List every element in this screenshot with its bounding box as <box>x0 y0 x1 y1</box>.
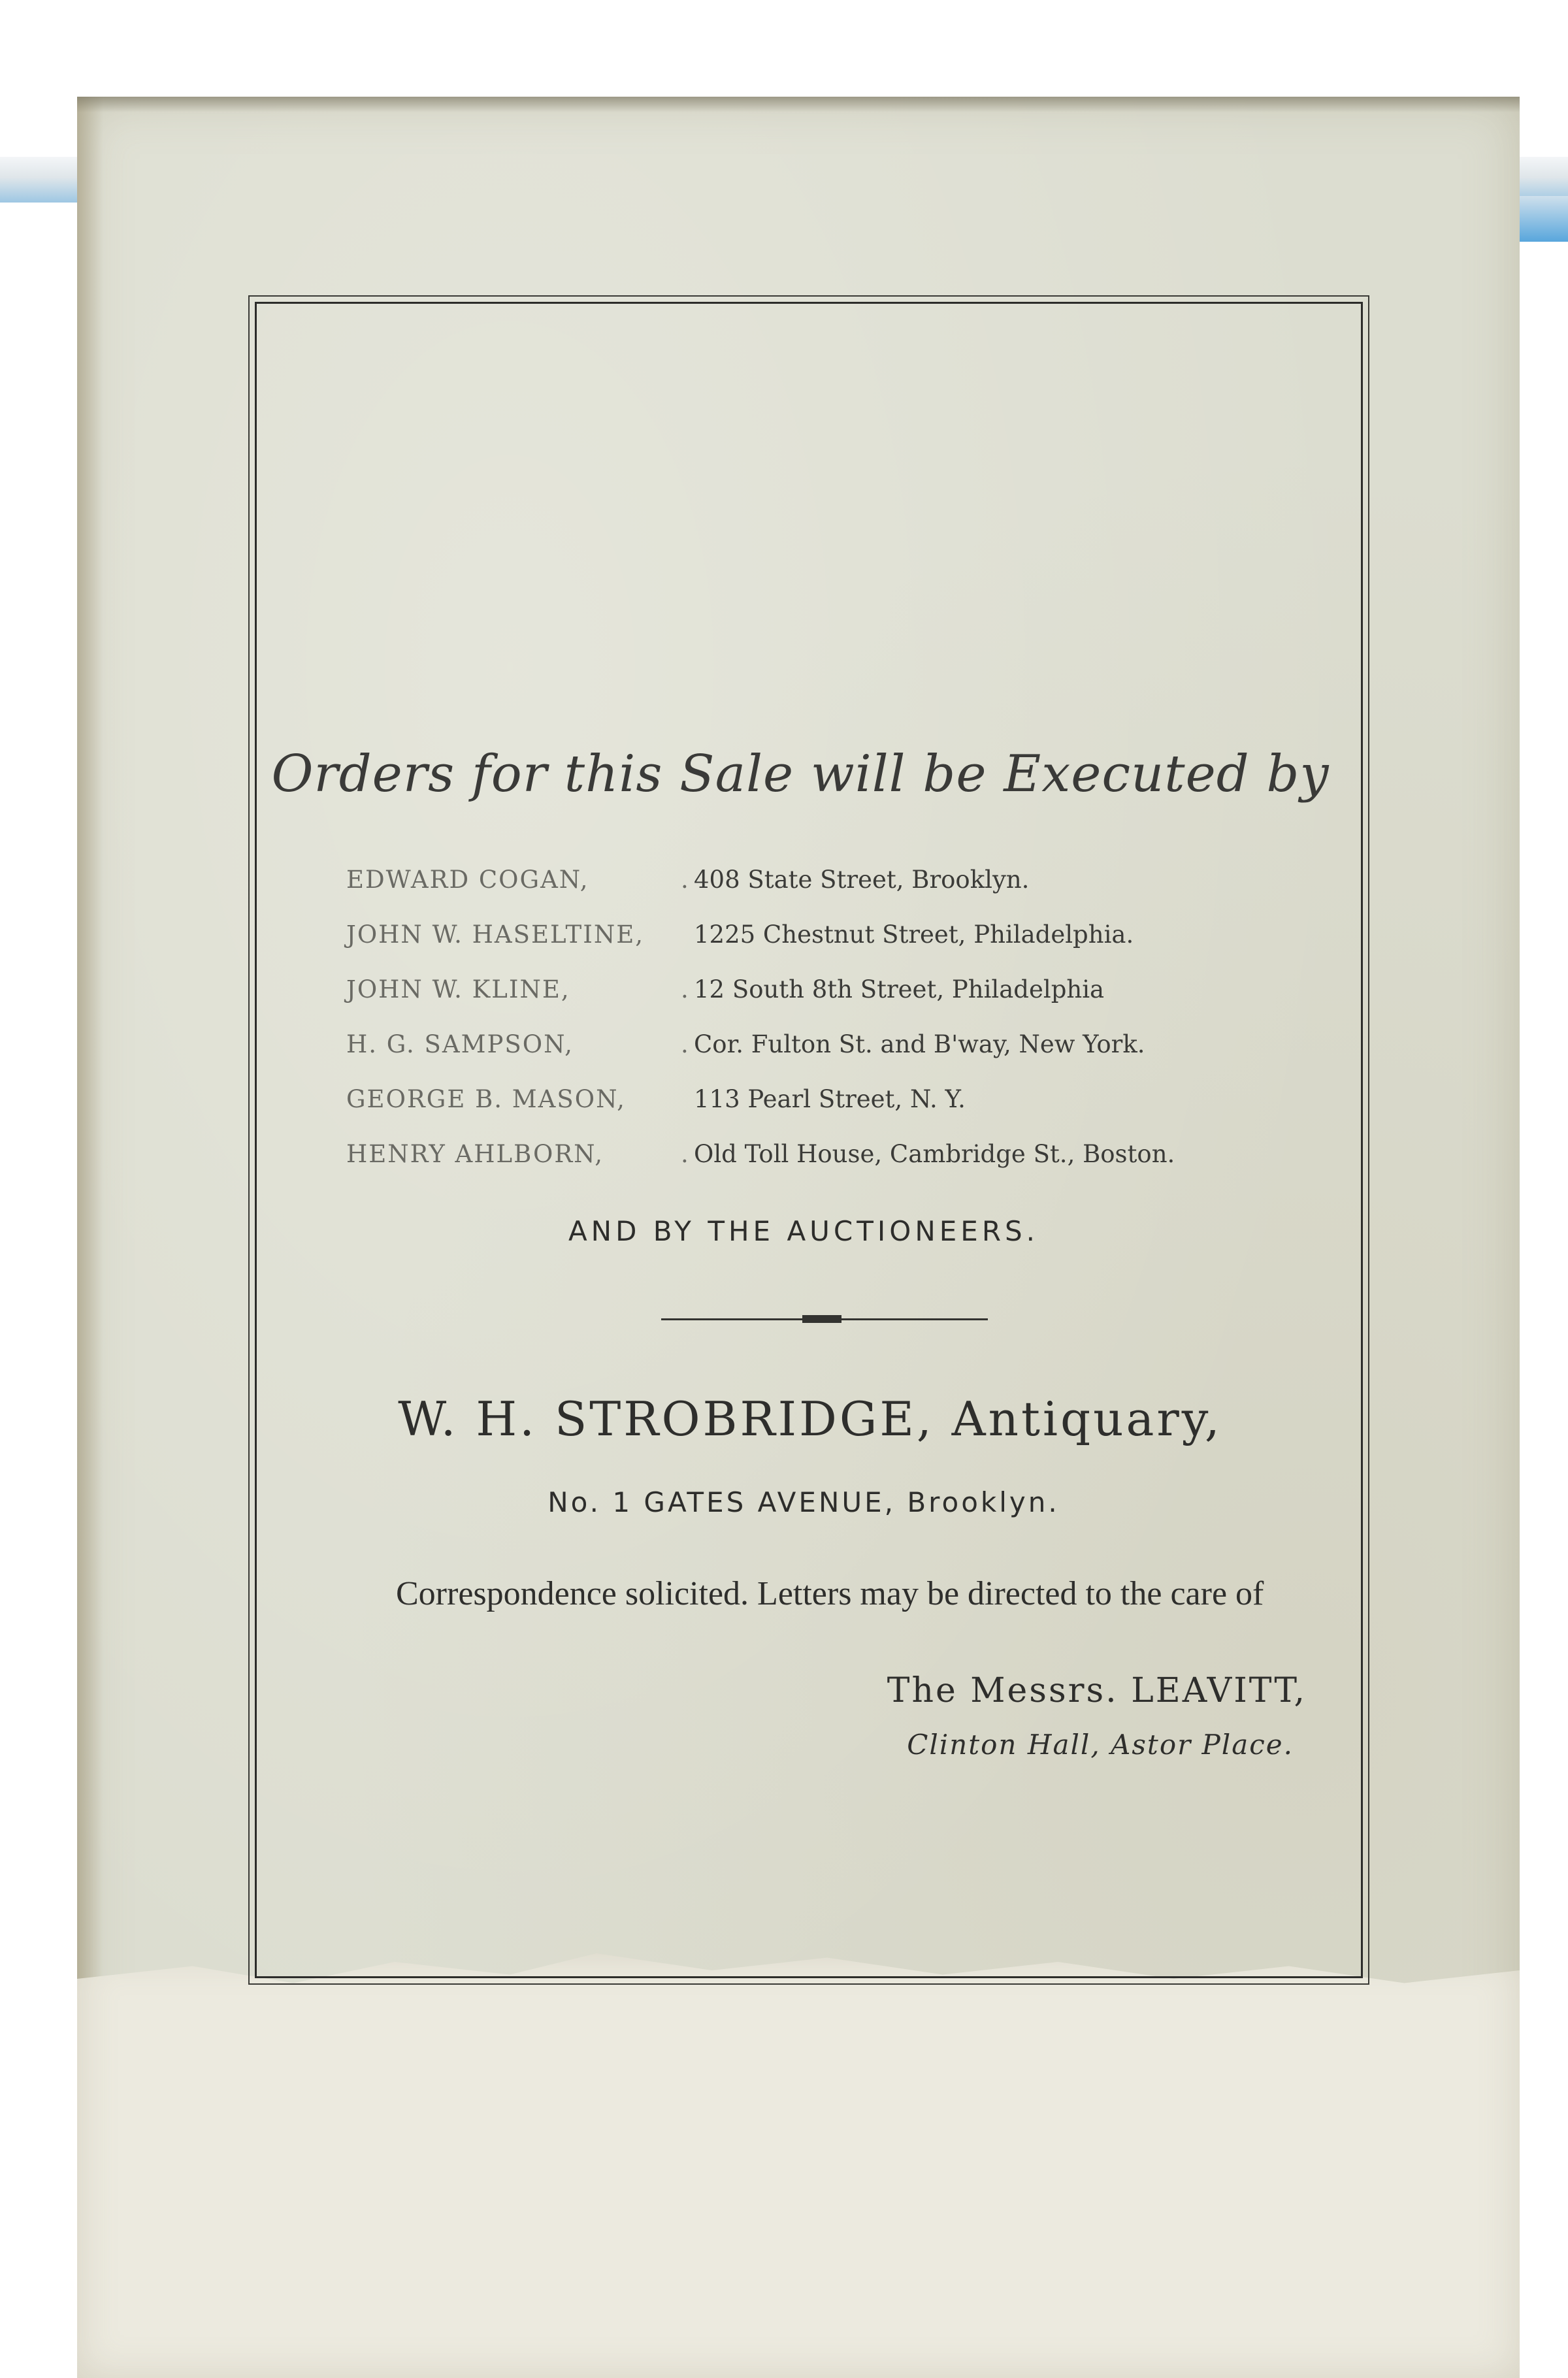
agent-name: GEORGE B. MASON, <box>346 1085 626 1113</box>
agent-row <box>346 866 1307 920</box>
agent-address: 408 State Street, Brooklyn. <box>694 866 1030 894</box>
agent-row <box>346 975 1307 1030</box>
agent-name: JOHN W. KLINE, <box>346 975 570 1003</box>
agent-separator: . <box>681 866 689 894</box>
page-top-edge <box>77 97 1520 112</box>
agent-name: HENRY AHLBORN, <box>346 1140 604 1168</box>
agent-separator: . <box>681 975 689 1003</box>
agent-list <box>346 866 1307 1195</box>
agent-name: H. G. SAMPSON, <box>346 1030 574 1058</box>
agent-row <box>346 1030 1307 1085</box>
agent-separator: . <box>681 1030 689 1058</box>
care-of-place: Clinton Hall, Astor Place. <box>907 1729 1294 1761</box>
agent-name: EDWARD COGAN, <box>346 866 589 894</box>
agent-row <box>346 1140 1307 1195</box>
agent-row <box>346 1085 1307 1140</box>
divider-ornament <box>802 1315 841 1323</box>
torn-lower-strip <box>77 1953 1520 2378</box>
agent-name: JOHN W. HASELTINE, <box>346 920 644 949</box>
correspondence-note: Correspondence solicited. Letters may be directed to the care of <box>396 1575 1264 1612</box>
firm-name: W. H. STROBRIDGE, Antiquary, <box>398 1392 1222 1446</box>
care-of-name: The Messrs. LEAVITT, <box>887 1671 1307 1710</box>
agent-address: Old Toll House, Cambridge St., Boston. <box>694 1140 1175 1168</box>
agent-address: Cor. Fulton St. and B'way, New York. <box>694 1030 1145 1058</box>
agent-address: 113 Pearl Street, N. Y. <box>694 1085 966 1113</box>
agent-address: 1225 Chestnut Street, Philadelphia. <box>694 920 1134 949</box>
agent-address: 12 South 8th Street, Philadelphia <box>694 975 1105 1003</box>
auctioneers-line: AND BY THE AUCTIONEERS. <box>568 1215 1039 1247</box>
agent-separator: . <box>681 1140 689 1168</box>
firm-address: No. 1 GATES AVENUE, Brooklyn. <box>547 1486 1060 1518</box>
page-heading: Orders for this Sale will be Executed by <box>271 745 1330 804</box>
agent-row <box>346 920 1307 975</box>
